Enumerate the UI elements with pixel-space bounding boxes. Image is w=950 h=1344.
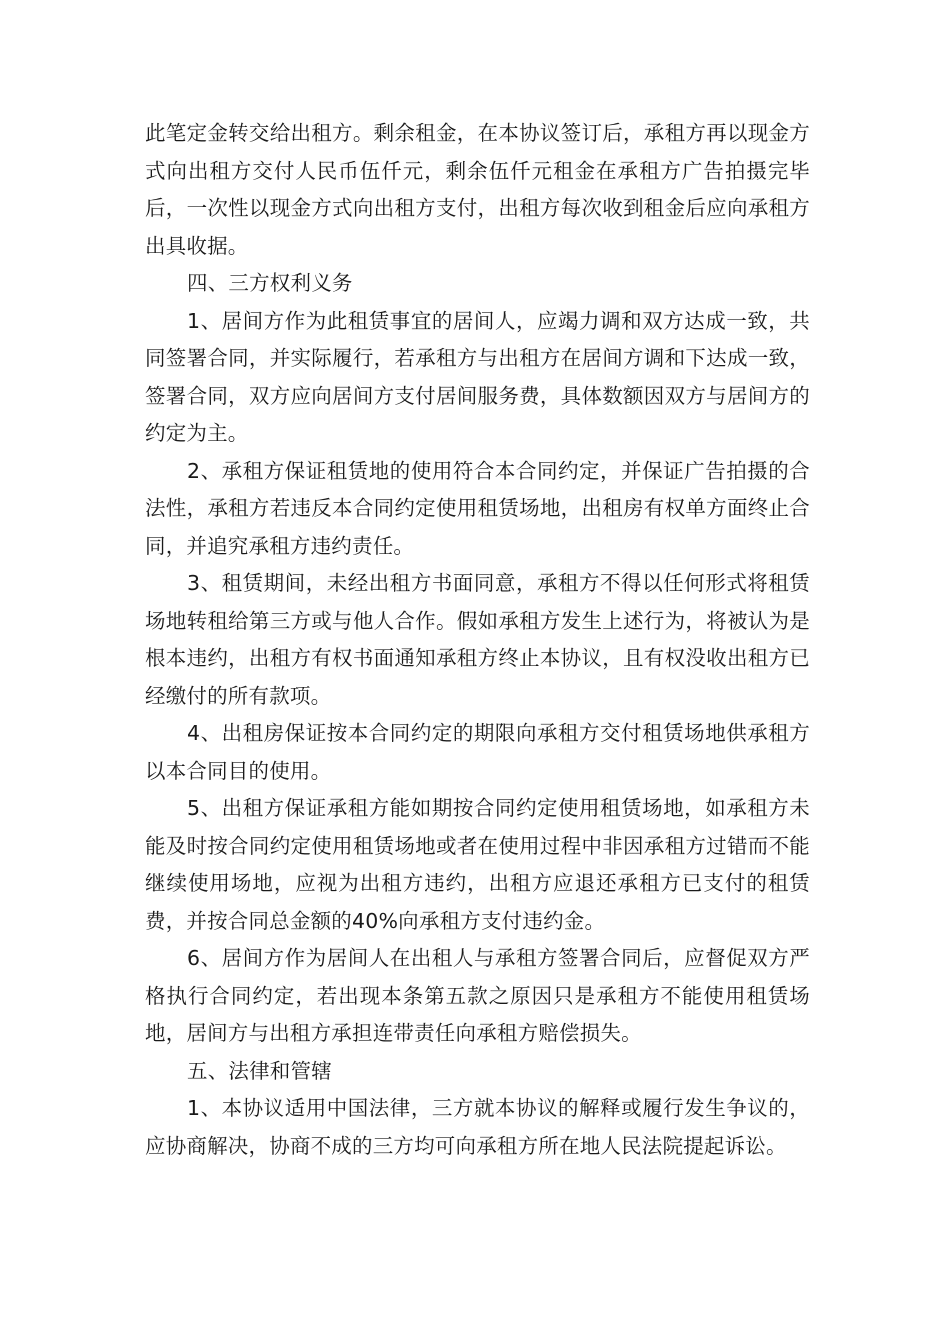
clause-5-1: 1、本协议适用中国法律，三方就本协议的解释或履行发生争议的，应协商解决，协商不成的三方均可向承租方所在地人民法院提起诉讼。 bbox=[145, 1096, 810, 1158]
paragraph-deposit-payment: 此笔定金转交给出租方。剩余租金，在本协议签订后，承租方再以现金方式向出租方交付人民币伍仟元，剩余伍仟元租金在承租方广告拍摄完毕后，一次性以现金方式向出租方支付，出租方每次收到租金后应向承租方出具收据。 bbox=[145, 121, 810, 258]
clause-4-2: 2、承租方保证租赁地的使用符合本合同约定，并保证广告拍摄的合法性，承租方若违反本合同约定使用租赁场地，出租房有权单方面终止合同，并追究承租方违约责任。 bbox=[145, 458, 810, 558]
clause-4-5: 5、出租方保证承租方能如期按合同约定使用租赁场地，如承租方未能及时按合同约定使用租赁场地或者在使用过程中非因承租方过错而不能继续使用场地，应视为出租方违约，出租方应退还承租方已支付的租赁费，并按合同总金额的40%向承租方支付违约金。 bbox=[145, 796, 810, 933]
section-heading-law-jurisdiction: 五、法律和管辖 bbox=[187, 1058, 332, 1083]
document-body bbox=[145, 115, 810, 1165]
clause-4-4: 4、出租房保证按本合同约定的期限向承租方交付租赁场地供承租方以本合同目的使用。 bbox=[145, 721, 810, 783]
section-heading-rights-obligations: 四、三方权利义务 bbox=[187, 271, 353, 295]
clause-4-6: 6、居间方作为居间人在出租人与承租方签署合同后，应督促双方严格执行合同约定，若出现本条第五款之原因只是承租方不能使用租赁场地，居间方与出租方承担连带责任向承租方赔偿损失。 bbox=[145, 946, 810, 1045]
clause-4-3: 3、租赁期间，未经出租方书面同意，承租方不得以任何形式将租赁场地转租给第三方或与他人合作。假如承租方发生上述行为，将被认为是根本违约，出租方有权书面通知承租方终止本协议，且有权没收出租方已经缴付的所有款项。 bbox=[145, 571, 810, 708]
clause-4-1: 1、居间方作为此租赁事宜的居间人，应竭力调和双方达成一致，共同签署合同，并实际履行，若承租方与出租方在居间方调和下达成一致，签署合同，双方应向居间方支付居间服务费，具体数额因双方与居间方的约定为主。 bbox=[145, 308, 810, 445]
